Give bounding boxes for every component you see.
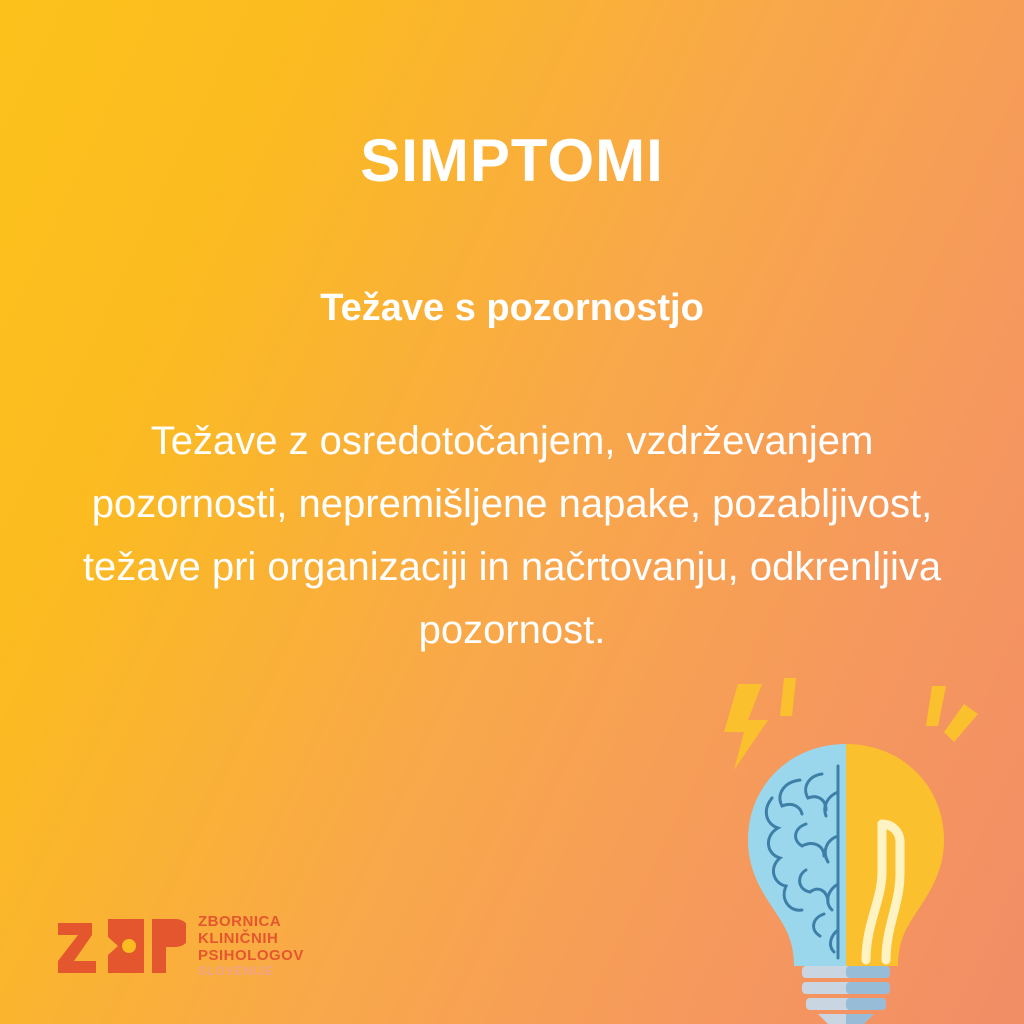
slide-body-text: Težave z osredotočanjem, vzdrževanjem pozornosti, nepremišljene napake, pozabljivost, težave pri organizaciji in načrtovanju, odkrenljiva pozornost. <box>82 418 942 653</box>
organization-logo <box>56 914 304 978</box>
logo-wordmark <box>198 914 304 978</box>
logo-line-1: ZBORNICA <box>198 913 282 931</box>
logo-line-4: SLOVENIJE <box>198 963 275 978</box>
brain-lightbulb-icon <box>696 674 996 1024</box>
logo-line-3: PSIHOLOGOV <box>198 946 304 964</box>
slide-subtitle: Težave s pozornostjo <box>320 287 704 329</box>
zkp-logo-mark <box>56 915 186 977</box>
page-title: SIMPTOMI <box>360 127 664 194</box>
logo-line-2: KLINIČNIH <box>198 929 279 947</box>
